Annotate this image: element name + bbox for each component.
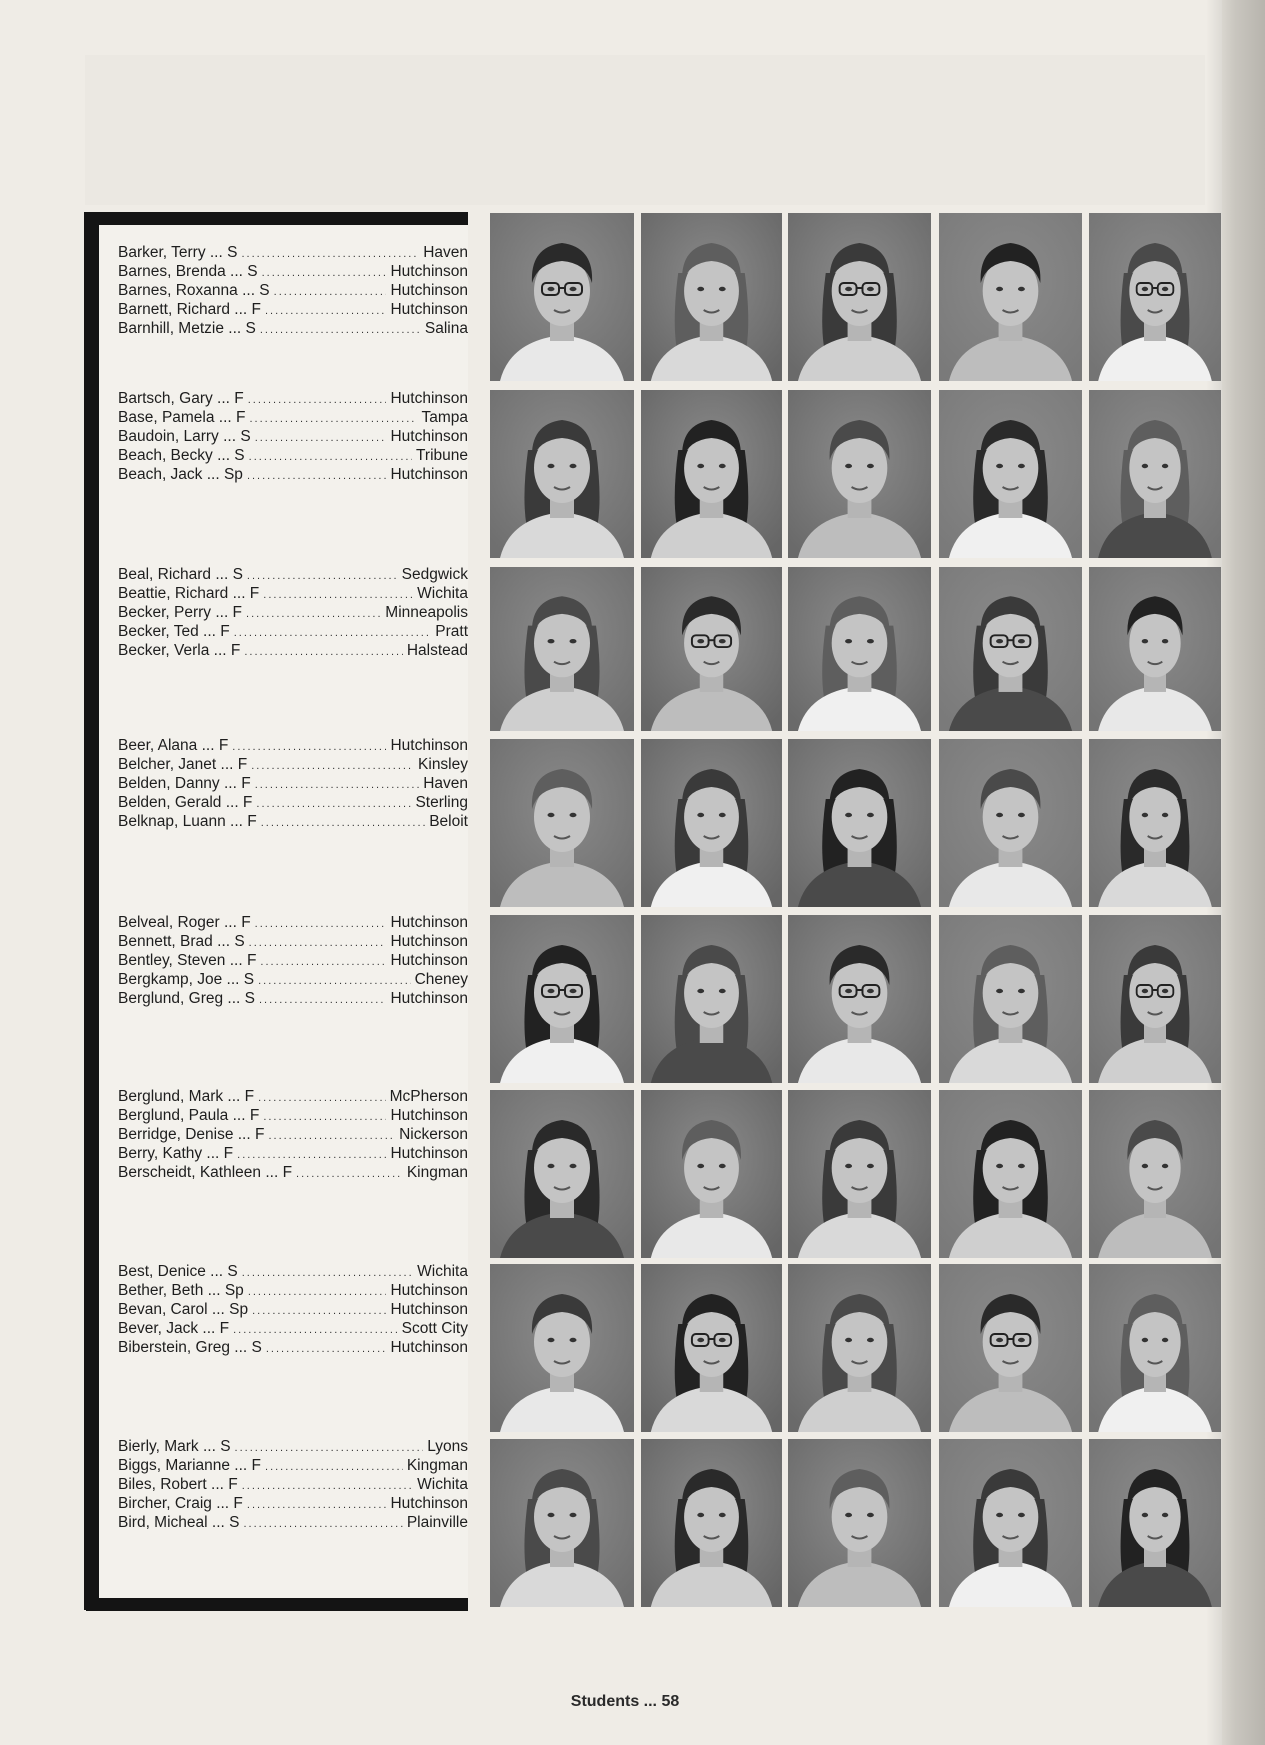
student-name: Biggs, Marianne ... F [118, 1457, 262, 1474]
dot-leader [232, 738, 386, 757]
student-portrait [641, 915, 782, 1083]
hometown: Hutchinson [390, 914, 468, 931]
student-name: Belcher, Janet ... F [118, 756, 248, 773]
name-entry [118, 584, 468, 603]
name-entry [118, 281, 468, 300]
hometown: Hutchinson [390, 301, 468, 318]
name-entry [118, 1144, 468, 1163]
student-name: Beal, Richard ... S [118, 566, 243, 583]
name-entry [118, 812, 468, 831]
dot-leader [248, 391, 387, 410]
name-entry [118, 1106, 468, 1125]
student-name: Becker, Perry ... F [118, 604, 243, 621]
name-group [118, 243, 468, 338]
dot-leader [263, 1108, 386, 1127]
student-name: Belknap, Luann ... F [118, 813, 257, 830]
name-entry [118, 951, 468, 970]
name-entry [118, 1494, 468, 1513]
hometown: Kingman [406, 1164, 468, 1181]
name-entry [118, 319, 468, 338]
student-portrait [939, 1264, 1082, 1432]
dot-leader [235, 1439, 424, 1458]
student-portrait [490, 213, 634, 381]
student-name: Beattie, Richard ... F [118, 585, 260, 602]
name-entry [118, 1513, 468, 1532]
dot-leader [296, 1165, 403, 1184]
dot-leader [262, 264, 387, 283]
name-entry [118, 1300, 468, 1319]
student-name: Berridge, Denise ... F [118, 1126, 265, 1143]
student-portrait [641, 1264, 782, 1432]
student-portrait [939, 213, 1082, 381]
hometown: Lyons [427, 1438, 468, 1455]
dot-leader [260, 321, 421, 340]
name-entry [118, 1262, 468, 1281]
student-portrait [788, 1439, 931, 1607]
hometown: Tampa [421, 409, 468, 426]
footer-text: Students ... 58 [570, 1693, 680, 1710]
hometown: Hutchinson [390, 1339, 468, 1356]
dot-leader [268, 1127, 395, 1146]
student-name: Berglund, Mark ... F [118, 1088, 255, 1105]
dot-leader [247, 567, 398, 586]
page-edge [1222, 0, 1265, 1745]
hometown: Hutchinson [390, 737, 468, 754]
student-name: Barnhill, Metzie ... S [118, 320, 256, 337]
hometown: Salina [424, 320, 468, 337]
student-name: Baudoin, Larry ... S [118, 428, 251, 445]
student-name: Biberstein, Greg ... S [118, 1339, 262, 1356]
hometown: Sedgwick [401, 566, 468, 583]
hometown: Haven [423, 775, 468, 792]
student-portrait [490, 390, 634, 558]
name-group [118, 1087, 468, 1182]
student-portrait [788, 567, 931, 731]
name-entry [118, 408, 468, 427]
student-portrait [641, 390, 782, 558]
student-portrait [490, 1090, 634, 1258]
student-portrait [1089, 1090, 1221, 1258]
name-entry [118, 603, 468, 622]
student-name: Becker, Verla ... F [118, 642, 241, 659]
page-footer [0, 1693, 1265, 1711]
hometown: Sterling [415, 794, 468, 811]
student-portrait [490, 1264, 634, 1432]
student-name: Bartsch, Gary ... F [118, 390, 244, 407]
student-portrait [490, 1439, 634, 1607]
name-entry [118, 300, 468, 319]
student-portrait [788, 213, 931, 381]
name-entry [118, 262, 468, 281]
dot-leader [258, 1089, 385, 1108]
dot-leader [259, 991, 386, 1010]
name-entry [118, 736, 468, 755]
dot-leader [265, 1458, 403, 1477]
faint-bleed-through [85, 55, 1205, 205]
hometown: Haven [423, 244, 468, 261]
student-name: Bether, Beth ... Sp [118, 1282, 244, 1299]
student-name: Bircher, Craig ... F [118, 1495, 243, 1512]
student-name: Becker, Ted ... F [118, 623, 230, 640]
name-entry [118, 932, 468, 951]
hometown: Scott City [401, 1320, 468, 1337]
name-entry [118, 465, 468, 484]
name-entry [118, 1437, 468, 1456]
dot-leader [260, 953, 386, 972]
student-name: Berry, Kathy ... F [118, 1145, 234, 1162]
student-name: Bever, Jack ... F [118, 1320, 230, 1337]
hometown: Pratt [435, 623, 468, 640]
student-portrait [641, 1439, 782, 1607]
student-portrait [490, 739, 634, 907]
name-group [118, 389, 468, 484]
dot-leader [265, 302, 386, 321]
dot-leader [258, 972, 410, 991]
dot-leader [242, 1264, 413, 1283]
student-portrait [939, 567, 1082, 731]
name-entry [118, 427, 468, 446]
dot-leader [243, 1515, 402, 1534]
student-name: Barnes, Brenda ... S [118, 263, 258, 280]
student-portrait [641, 213, 782, 381]
hometown: McPherson [389, 1088, 468, 1105]
student-name: Bentley, Steven ... F [118, 952, 257, 969]
student-portrait [1089, 1264, 1221, 1432]
student-name: Base, Pamela ... F [118, 409, 246, 426]
hometown: Plainville [406, 1514, 468, 1531]
hometown: Hutchinson [390, 1495, 468, 1512]
name-entry [118, 1087, 468, 1106]
hometown: Hutchinson [390, 1145, 468, 1162]
dot-leader [247, 467, 387, 486]
name-group [118, 736, 468, 831]
student-portrait [939, 390, 1082, 558]
name-group [118, 565, 468, 660]
student-name: Bird, Micheal ... S [118, 1514, 240, 1531]
student-name: Berglund, Greg ... S [118, 990, 255, 1007]
name-entry [118, 970, 468, 989]
name-entry [118, 1319, 468, 1338]
student-portrait [788, 1090, 931, 1258]
student-name: Barnett, Richard ... F [118, 301, 261, 318]
student-portrait [641, 739, 782, 907]
name-entry [118, 389, 468, 408]
student-name: Berglund, Paula ... F [118, 1107, 260, 1124]
name-entry [118, 1163, 468, 1182]
dot-leader [266, 1340, 387, 1359]
name-group [118, 913, 468, 1008]
hometown: Hutchinson [390, 428, 468, 445]
dot-leader [255, 776, 420, 795]
dot-leader [247, 1496, 387, 1515]
hometown: Hutchinson [390, 1301, 468, 1318]
dot-leader [234, 624, 432, 643]
hometown: Wichita [417, 585, 468, 602]
student-portrait [788, 390, 931, 558]
student-name: Bierly, Mark ... S [118, 1438, 231, 1455]
student-portrait [1089, 739, 1221, 907]
hometown: Hutchinson [390, 990, 468, 1007]
name-entry [118, 755, 468, 774]
dot-leader [248, 1283, 387, 1302]
student-portrait [939, 915, 1082, 1083]
hometown: Wichita [417, 1476, 468, 1493]
hometown: Hutchinson [390, 952, 468, 969]
student-portrait [788, 1264, 931, 1432]
hometown: Cheney [414, 971, 468, 988]
panel-frame-bottom [86, 1598, 468, 1611]
student-name: Barnes, Roxanna ... S [118, 282, 270, 299]
dot-leader [252, 1302, 386, 1321]
student-portrait [939, 1090, 1082, 1258]
name-entry [118, 1281, 468, 1300]
student-name: Bevan, Carol ... Sp [118, 1301, 249, 1318]
name-entry [118, 641, 468, 660]
student-name: Belden, Danny ... F [118, 775, 251, 792]
student-name: Best, Denice ... S [118, 1263, 238, 1280]
hometown: Beloit [429, 813, 468, 830]
dot-leader [244, 643, 402, 662]
dot-leader [255, 915, 387, 934]
name-entry [118, 774, 468, 793]
name-group [118, 1262, 468, 1357]
student-name: Barker, Terry ... S [118, 244, 238, 261]
student-portrait [641, 1090, 782, 1258]
name-entry [118, 989, 468, 1008]
student-portrait [490, 915, 634, 1083]
hometown: Hutchinson [390, 282, 468, 299]
dot-leader [242, 1477, 413, 1496]
hometown: Hutchinson [390, 466, 468, 483]
student-name: Beer, Alana ... F [118, 737, 229, 754]
name-entry [118, 1338, 468, 1357]
dot-leader [274, 283, 387, 302]
panel-frame-left [84, 212, 99, 1610]
panel-frame-top [84, 212, 468, 225]
name-group [118, 1437, 468, 1532]
hometown: Nickerson [399, 1126, 468, 1143]
hometown: Wichita [417, 1263, 468, 1280]
hometown: Tribune [416, 447, 468, 464]
student-portrait [939, 739, 1082, 907]
dot-leader [256, 795, 411, 814]
student-name: Bergkamp, Joe ... S [118, 971, 255, 988]
hometown: Minneapolis [385, 604, 468, 621]
name-entry [118, 565, 468, 584]
dot-leader [255, 429, 387, 448]
student-portrait [490, 567, 634, 731]
hometown: Hutchinson [390, 263, 468, 280]
student-name: Bennett, Brad ... S [118, 933, 245, 950]
hometown: Kingman [406, 1457, 468, 1474]
student-portrait [1089, 390, 1221, 558]
dot-leader [249, 934, 387, 953]
student-name: Berscheidt, Kathleen ... F [118, 1164, 293, 1181]
name-entry [118, 1125, 468, 1144]
hometown: Kinsley [418, 756, 468, 773]
hometown: Hutchinson [390, 1282, 468, 1299]
dot-leader [251, 757, 414, 776]
hometown: Halstead [406, 642, 468, 659]
student-name: Beach, Jack ... Sp [118, 466, 243, 483]
name-entry [118, 243, 468, 262]
dot-leader [246, 605, 381, 624]
student-portrait [641, 567, 782, 731]
dot-leader [261, 814, 425, 833]
name-entry [118, 793, 468, 812]
hometown: Hutchinson [390, 390, 468, 407]
hometown: Hutchinson [390, 933, 468, 950]
student-name: Belveal, Roger ... F [118, 914, 251, 931]
student-portrait [1089, 1439, 1221, 1607]
dot-leader [249, 448, 412, 467]
student-portrait [939, 1439, 1082, 1607]
name-entry [118, 622, 468, 641]
student-portrait [1089, 915, 1221, 1083]
student-name: Belden, Gerald ... F [118, 794, 253, 811]
name-entry [118, 446, 468, 465]
student-portrait [788, 739, 931, 907]
name-entry [118, 1475, 468, 1494]
student-portrait [1089, 213, 1221, 381]
student-name: Beach, Becky ... S [118, 447, 245, 464]
hometown: Hutchinson [390, 1107, 468, 1124]
student-name: Biles, Robert ... F [118, 1476, 238, 1493]
student-portrait [1089, 567, 1221, 731]
name-entry [118, 1456, 468, 1475]
student-portrait [788, 915, 931, 1083]
name-entry [118, 913, 468, 932]
